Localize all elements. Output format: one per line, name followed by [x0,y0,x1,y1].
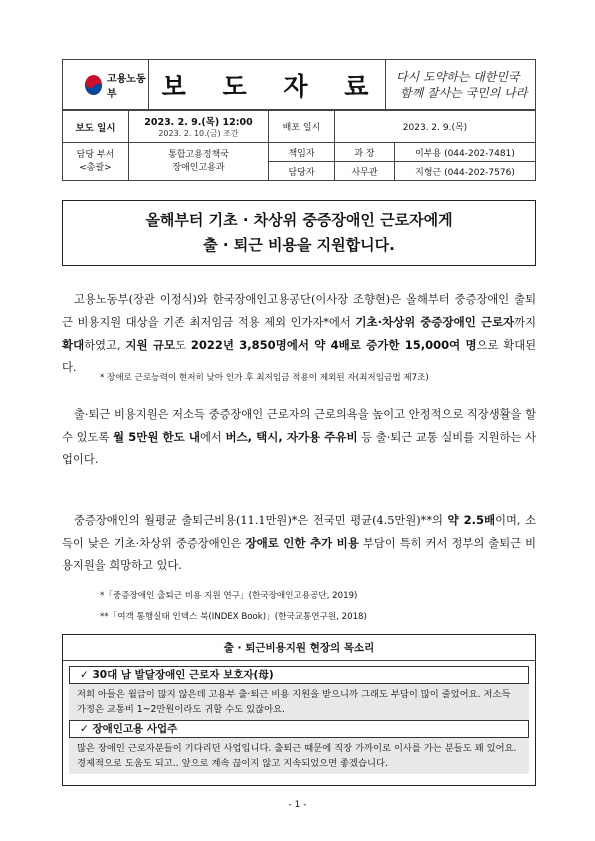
release-datetime-cell [129,111,269,143]
release-label: 보도 일시 [63,111,129,143]
staff-title: 사무관 [335,162,395,181]
paragraph-1: 고용노동부(장관 이정식)와 한국장애인고용공단(이사장 조향현)은 올해부터 중증장애인 출퇴근 비용지원 대상을 기존 최저임금 적용 제외 인가자*에서 기초·차상위 중증장애인 근로자까지 확대하였고, 지원 규모도 2022년 3,850명에서 약 4배로 증가한 15,000여 명으로 확대된다. [62,293,537,374]
release-datetime: 2023. 2. 9.(목) 12:00 [144,117,253,128]
headline-line-1: 올해부터 기초 · 차상위 중증장애인 근로자에게 [145,211,453,229]
field-voices-title: 출 · 퇴근비용지원 현장의 목소리 [63,635,535,661]
paragraph-3: 중증장애인의 월평균 출퇴근비용(11.1만원)*은 전국민 평균(4.5만원)**의 약 2.5배이며, 소득이 낮은 기초·차상위 중증장애인은 장애로 인한 추가 비용 부담이 특히 커서 정부의 출퇴근 비용지원을 희망하고 있다. [62,513,536,572]
reference-1: *「중증장애인 출퇴근 비용 지원 연구」(한국장애인고용공단, 2019) [100,591,358,601]
press-release-title: 보 도 자 료 [149,60,386,110]
slogan-line-2: 함께 잘사는 국민의 나라 [400,85,528,100]
department-name: 통합고용정책국 장애인고용과 [129,143,269,181]
staff-label: 담당자 [269,162,335,181]
headline-box [62,200,536,266]
department-label: 담당 부서 <총괄> [63,143,129,181]
manager-contact: 이부용 (044-202-7481) [395,143,536,162]
staff-contact: 지형근 (044-202-7576) [395,162,536,181]
headline-line-2: 출 · 퇴근 비용을 지원합니다. [203,236,395,254]
manager-title: 과 장 [335,143,395,162]
ministry-logo-cell [63,60,149,110]
manager-label: 책임자 [269,143,335,162]
header-table [62,59,536,110]
ministry-name: 고용노동부 [106,73,146,100]
field-voices-box [62,634,536,786]
voice-1-quote: 저희 아들은 월급이 많지 않은데 고용부 출·퇴근 비용 지원을 받으니까 그래도 부담이 많이 줄었어요. 저소득 가정은 교통비 1~2만원이라도 귀할 수도 있잖아요. [69,684,529,720]
page-number: - 1 - [288,800,307,810]
slogan-line-1: 다시 도약하는 대한민국 [396,69,520,84]
paragraph-2: 출·퇴근 비용지원은 저소득 중증장애인 근로자의 근로의욕을 높이고 안정적으로 직장생활을 할 수 있도록 월 5만원 한도 내에서 버스, 택시, 자가용 주유비 등 출·퇴근 교통 실비를 지원하는 사업이다. [62,408,537,466]
voice-1-heading: ✓ 30대 남 발달장애인 근로자 보호자(母) [69,666,529,684]
reference-2: **「여객 통행실태 인덱스 북(INDEX Book)」(한국교통연구원, 2018) [100,612,367,622]
distribute-date: 2023. 2. 9.(목) [335,111,536,143]
voice-2-quote: 많은 장애인 근로자분들이 기다리던 사업입니다. 출퇴근 때문에 직장 가까이로 이사를 가는 분들도 꽤 있어요. 경제적으로 도움도 되고.. 앞으로 계속 끊이지 않고 지속되었으면 좋겠습니다. [69,738,529,774]
voice-2-heading: ✓ 장애인고용 사업주 [69,720,529,738]
release-paper: 2023. 2. 10.(금) 조간 [158,129,239,138]
release-info-table [62,110,536,181]
government-slogan [386,60,536,110]
distribute-label: 배포 일시 [269,111,335,143]
footnote-1: * 장애로 근로능력이 현저히 낮아 인가 후 최저임금 적용이 제외된 자(최저임금법 제7조) [100,373,429,383]
taegeuk-logo-icon [85,75,102,95]
